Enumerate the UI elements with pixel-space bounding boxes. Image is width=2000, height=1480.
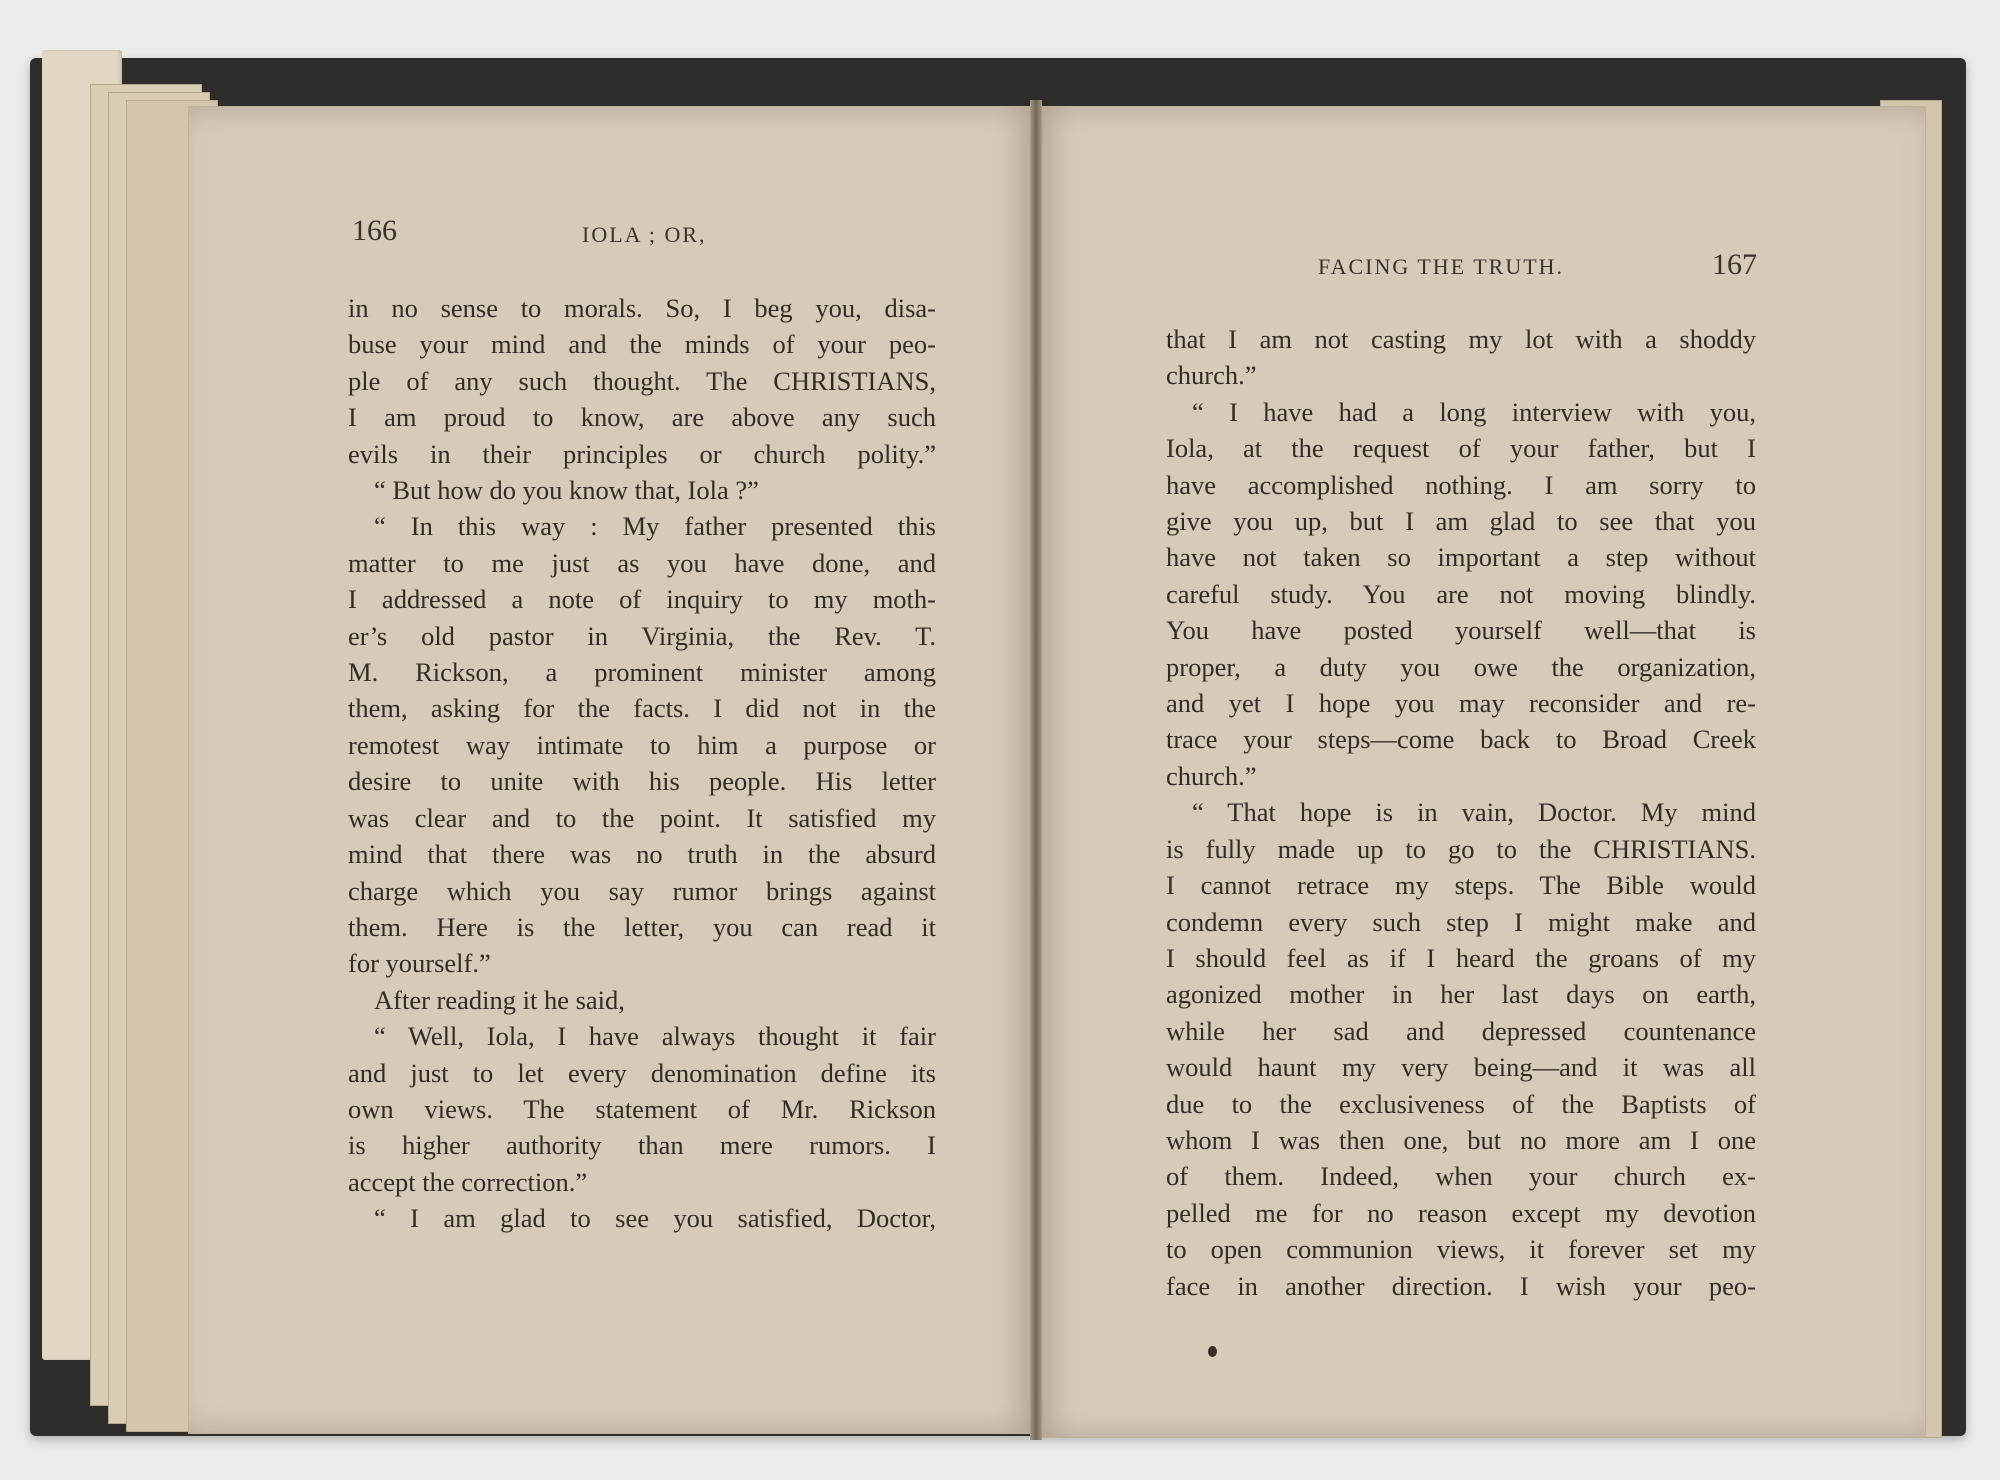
text-line: matter to me just as you have done, and (348, 547, 936, 578)
text-line: I should feel as if I heard the groans of my (1166, 942, 1756, 973)
text-line: “ I have had a long interview with you, (1192, 396, 1756, 427)
text-line: and yet I hope you may reconsider and re- (1166, 688, 1756, 719)
text-line: You have posted yourself well—that is (1166, 615, 1756, 646)
text-line: ple of any such thought. The CHRISTIANS, (348, 365, 936, 396)
text-line: Iola, at the request of your father, but I (1166, 433, 1756, 464)
text-line: I cannot retrace my steps. The Bible would (1166, 870, 1756, 901)
text-line: careful study. You are not moving blindly. (1166, 578, 1756, 609)
text-line: M. Rickson, a prominent minister among (348, 657, 936, 688)
text-line: condemn every such step I might make and (1166, 906, 1756, 937)
text-line: desire to unite with his people. His letter (348, 766, 936, 797)
text-line: “ I am glad to see you satisfied, Doctor, (374, 1203, 936, 1234)
text-line: I addressed a note of inquiry to my moth- (348, 584, 936, 615)
text-line: buse your mind and the minds of your peo- (348, 329, 936, 360)
text-line: give you up, but I am glad to see that you (1166, 506, 1756, 537)
text-line: “ But how do you know that, Iola ?” (374, 475, 759, 506)
text-line: while her sad and depressed countenance (1166, 1015, 1756, 1046)
text-line: charge which you say rumor brings against (348, 875, 936, 906)
text-line: for yourself.” (348, 948, 491, 979)
text-line: that I am not casting my lot with a shoddy (1166, 324, 1756, 354)
text-line: remotest way intimate to him a purpose or (348, 729, 936, 760)
text-line: “ That hope is in vain, Doctor. My mind (1192, 797, 1756, 828)
text-line: er’s old pastor in Virginia, the Rev. T. (348, 620, 936, 651)
text-line: “ Well, Iola, I have always thought it fair (374, 1021, 936, 1052)
text-line: church.” (1166, 360, 1257, 391)
text-line: of them. Indeed, when your church ex- (1166, 1161, 1756, 1192)
text-line: I am proud to know, are above any such (348, 402, 936, 433)
text-line: agonized mother in her last days on earth, (1166, 979, 1756, 1010)
text-line: have not taken so important a step without (1166, 542, 1756, 573)
text-line: face in another direction. I wish your peo- (1166, 1270, 1756, 1301)
text-line: church.” (1166, 760, 1257, 791)
text-line: is higher authority than mere rumors. I (348, 1130, 936, 1161)
left-page-number: 166 (352, 214, 397, 247)
text-line: mind that there was no truth in the absurd (348, 839, 936, 870)
text-line: whom I was then one, but no more am I one (1166, 1124, 1756, 1155)
text-line: to open communion views, it forever set my (1166, 1234, 1756, 1265)
text-line: due to the exclusiveness of the Baptists of (1166, 1088, 1756, 1119)
text-line: have accomplished nothing. I am sorry to (1166, 469, 1756, 500)
left-running-head: IOLA ; OR, (582, 222, 707, 247)
text-line: own views. The statement of Mr. Rickson (348, 1093, 936, 1124)
text-line: would haunt my very being—and it was all (1166, 1052, 1756, 1083)
text-line: trace your steps—come back to Broad Creek (1166, 724, 1756, 755)
right-page-number: 167 (1712, 248, 1757, 281)
text-line: proper, a duty you owe the organization, (1166, 651, 1756, 682)
text-line: “ In this way : My father presented this (374, 511, 936, 542)
right-running-head: FACING THE TRUTH. (1318, 254, 1565, 279)
text-line: and just to let every denomination define its (348, 1057, 936, 1088)
book-gutter (1030, 100, 1042, 1440)
text-line: is fully made up to go to the CHRISTIANS. (1166, 833, 1756, 864)
text-line: pelled me for no reason except my devotion (1166, 1197, 1756, 1228)
text-line: them, asking for the facts. I did not in the (348, 693, 936, 724)
text-line: accept the correction.” (348, 1166, 588, 1197)
text-line: was clear and to the point. It satisfied my (348, 802, 936, 833)
text-line: After reading it he said, (374, 984, 625, 1015)
left-page-text (348, 290, 936, 1237)
text-line: evils in their principles or church polity.” (348, 438, 936, 469)
text-line: in no sense to morals. So, I beg you, disa- (348, 293, 936, 323)
ink-spot (1208, 1346, 1217, 1357)
text-line: them. Here is the letter, you can read it (348, 911, 936, 942)
right-page-text (1166, 321, 1756, 1304)
